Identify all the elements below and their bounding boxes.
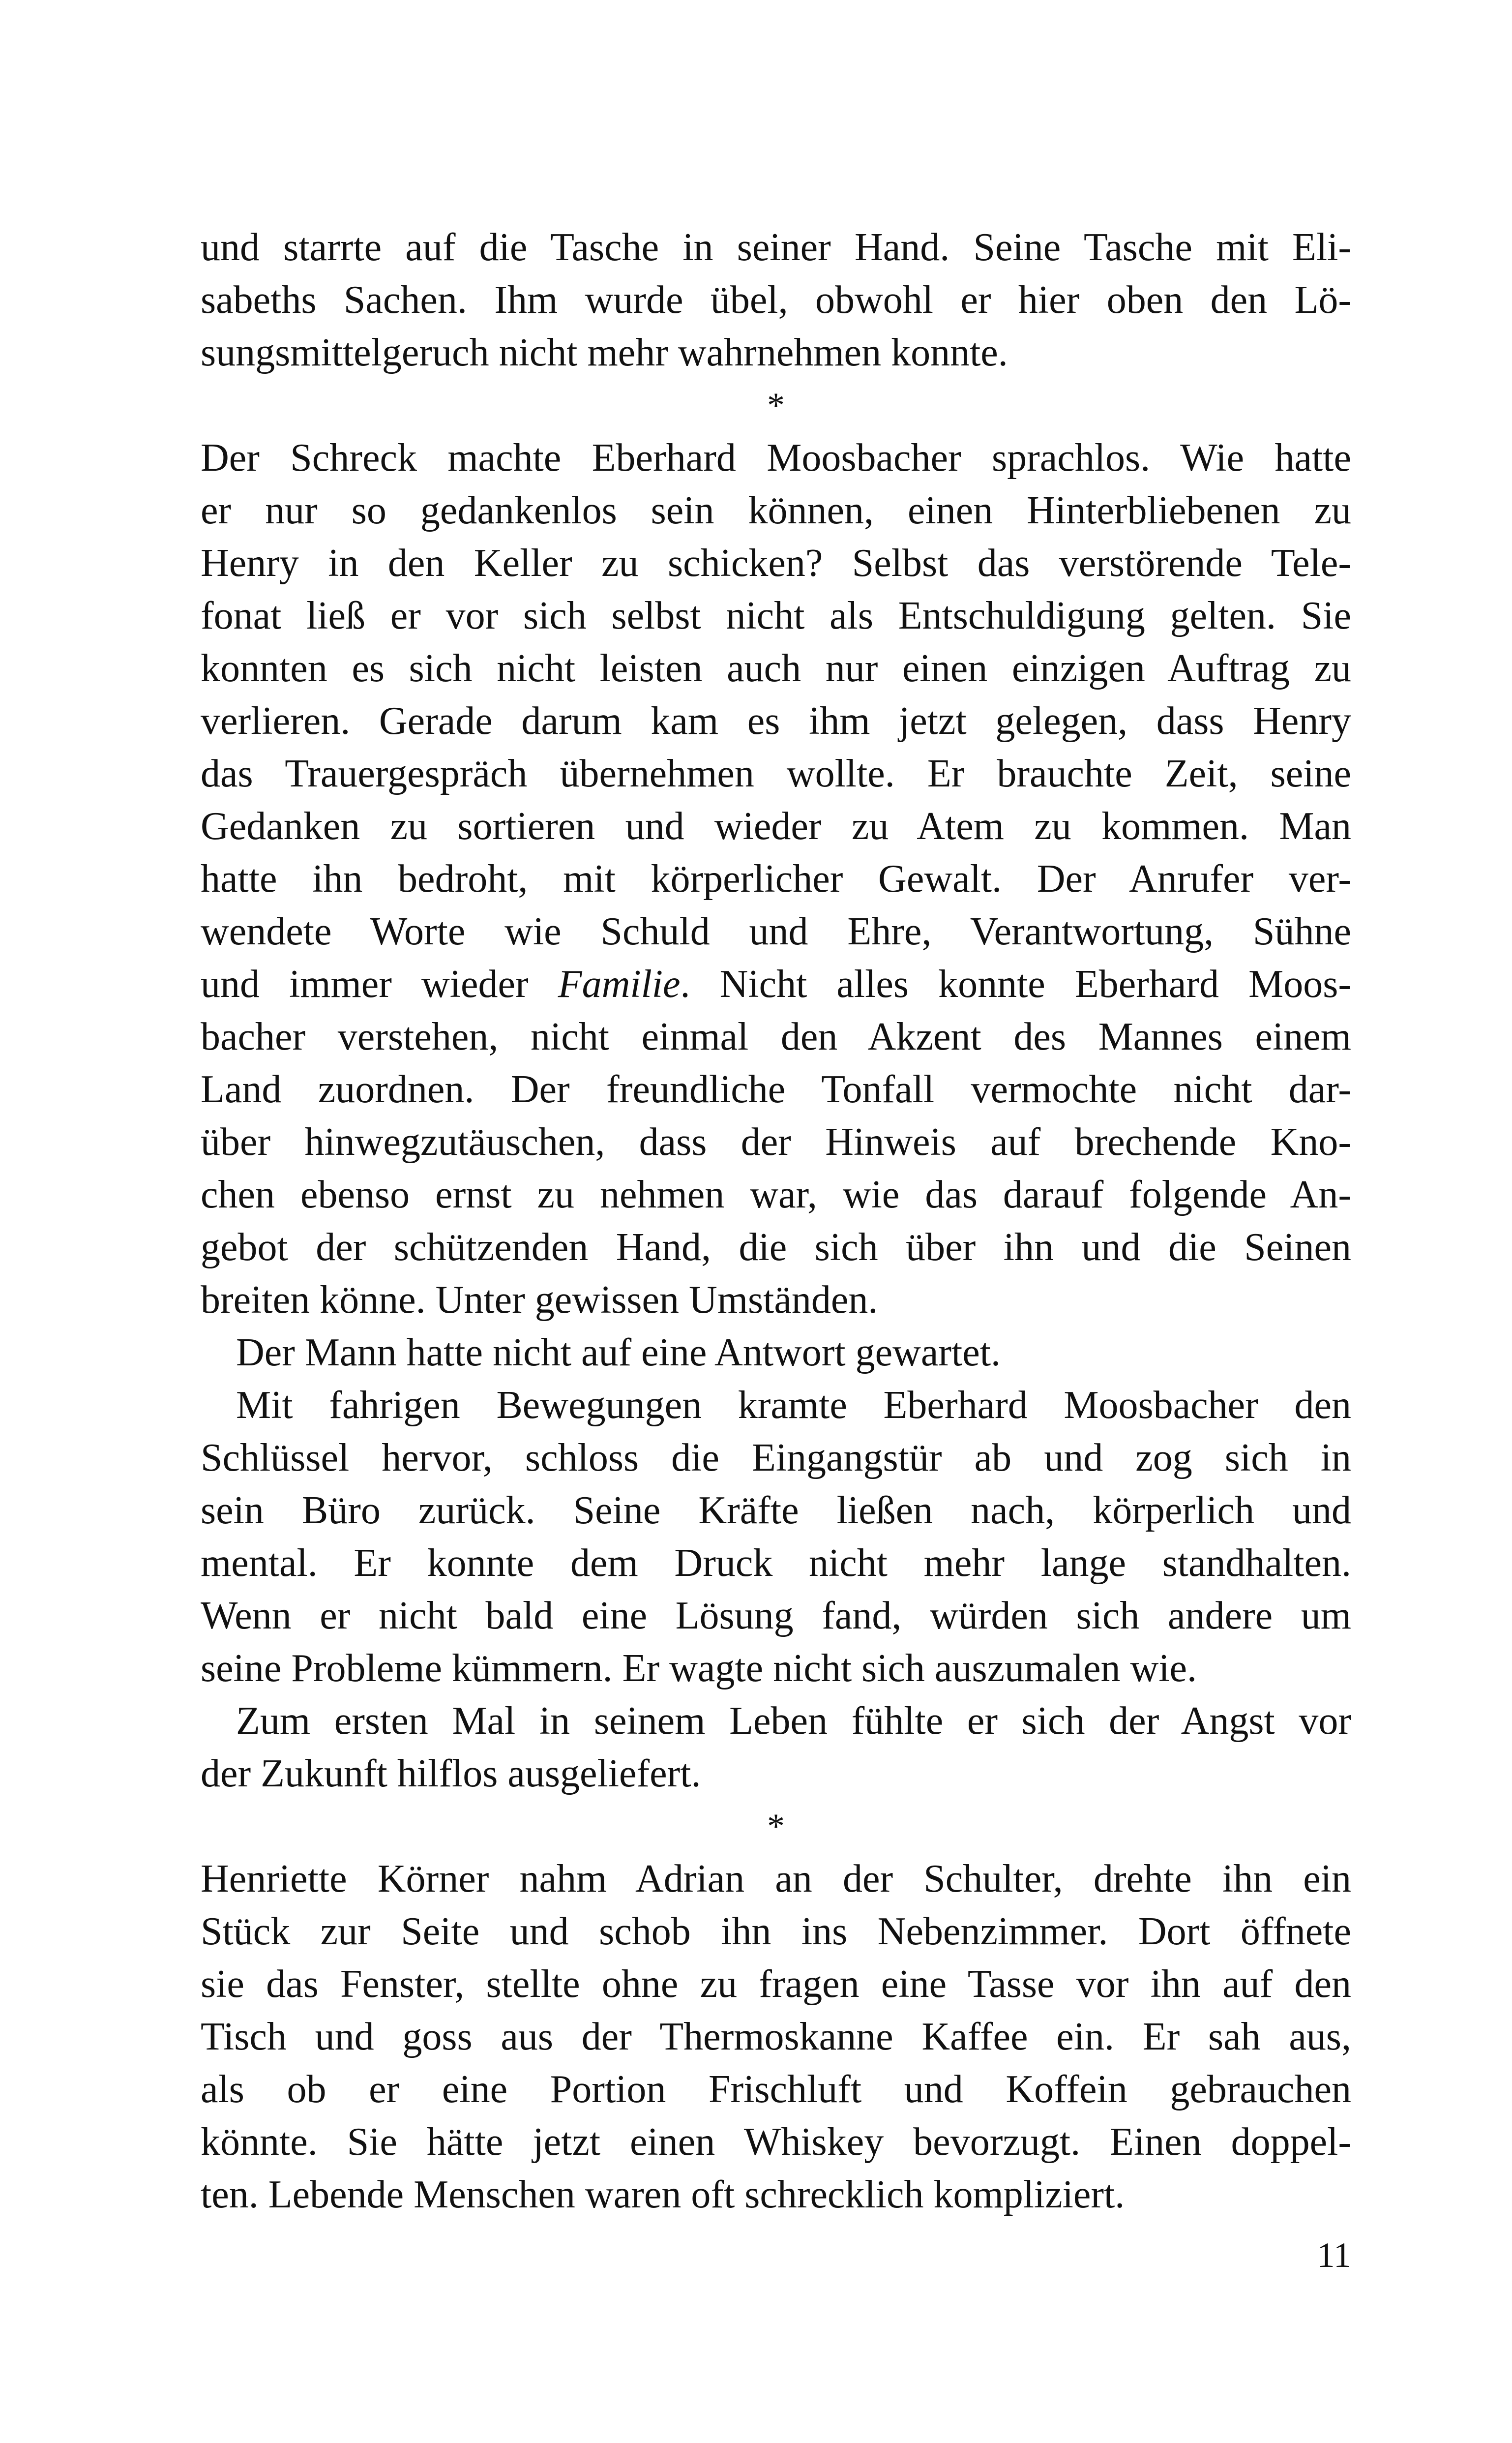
text-line: Der Mann hatte nicht auf eine Antwort gewartet. bbox=[236, 1331, 1001, 1374]
page-number: 11 bbox=[1317, 2235, 1351, 2275]
text-line: sein Büro zurück. Seine Kräfte ließen nach, körperlich und bbox=[201, 1489, 1351, 1532]
emphasized-word: Familie bbox=[558, 963, 681, 1006]
text-line: als ob er eine Portion Frischluft und Koffein gebrauchen bbox=[201, 2068, 1351, 2111]
text-line: breiten könne. Unter gewissen Umständen. bbox=[201, 1278, 878, 1322]
text-line: verlieren. Gerade darum kam es ihm jetzt gelegen, dass Henry bbox=[201, 699, 1351, 743]
text-line: chen ebenso ernst zu nehmen war, wie das darauf folgende An- bbox=[201, 1173, 1351, 1216]
text-line: fonat ließ er vor sich selbst nicht als Entschuldigung gelten. Sie bbox=[201, 594, 1351, 637]
text-line: das Trauergespräch übernehmen wollte. Er brauchte Zeit, seine bbox=[201, 752, 1351, 795]
section-break: * bbox=[767, 1807, 785, 1846]
text-line: Gedanken zu sortieren und wieder zu Atem zu kommen. Man bbox=[201, 805, 1351, 848]
text-line: Wenn er nicht bald eine Lösung fand, würden sich andere um bbox=[201, 1594, 1351, 1637]
text-line: Tisch und goss aus der Thermoskanne Kaffee ein. Er sah aus, bbox=[201, 2015, 1351, 2058]
text-line: Henriette Körner nahm Adrian an der Schulter, drehte ihn ein bbox=[201, 1857, 1351, 1900]
text-line: sie das Fenster, stellte ohne zu fragen eine Tasse vor ihn auf den bbox=[201, 1962, 1351, 2006]
text-line: sabeths Sachen. Ihm wurde übel, obwohl er hier oben den Lö- bbox=[201, 278, 1351, 322]
text-line: gebot der schützenden Hand, die sich über ihn und die Seinen bbox=[201, 1226, 1351, 1269]
text-line: Mit fahrigen Bewegungen kramte Eberhard Moosbacher den bbox=[236, 1384, 1351, 1427]
text-line: sungsmittelgeruch nicht mehr wahrnehmen konnte. bbox=[201, 331, 1008, 374]
section-break: * bbox=[767, 386, 785, 425]
text-line: konnten es sich nicht leisten auch nur einen einzigen Auftrag zu bbox=[201, 647, 1351, 690]
text-line: über hinwegzutäuschen, dass der Hinweis auf brechende Kno- bbox=[201, 1120, 1351, 1164]
text-line: Schlüssel hervor, schloss die Eingangstür ab und zog sich in bbox=[201, 1436, 1351, 1479]
text-line bbox=[201, 958, 1351, 1011]
text-line: wendete Worte wie Schuld und Ehre, Verantwortung, Sühne bbox=[201, 910, 1351, 953]
text-line: und starrte auf die Tasche in seiner Hand. Seine Tasche mit Eli- bbox=[201, 226, 1351, 269]
text-line: Henry in den Keller zu schicken? Selbst das verstörende Tele- bbox=[201, 542, 1351, 585]
text-line: er nur so gedankenlos sein können, einen Hinterbliebenen zu bbox=[201, 489, 1351, 532]
text-line: ten. Lebende Menschen waren oft schrecklich kompliziert. bbox=[201, 2173, 1125, 2216]
text-line: hatte ihn bedroht, mit körperlicher Gewalt. Der Anrufer ver- bbox=[201, 857, 1351, 901]
text-segment: und immer wieder bbox=[201, 963, 558, 1006]
text-line: Land zuordnen. Der freundliche Tonfall vermochte nicht dar- bbox=[201, 1068, 1351, 1111]
text-line: Zum ersten Mal in seinem Leben fühlte er sich der Angst vor bbox=[236, 1699, 1351, 1743]
text-line: Der Schreck machte Eberhard Moosbacher sprachlos. Wie hatte bbox=[201, 436, 1351, 480]
text-line: könnte. Sie hätte jetzt einen Whiskey bevorzugt. Einen doppel- bbox=[201, 2120, 1351, 2164]
text-line: mental. Er konnte dem Druck nicht mehr lange standhalten. bbox=[201, 1541, 1351, 1585]
text-segment: . Nicht alles konnte Eberhard Moos- bbox=[680, 963, 1352, 1006]
text-line: bacher verstehen, nicht einmal den Akzent des Mannes einem bbox=[201, 1015, 1351, 1058]
text-line: Stück zur Seite und schob ihn ins Nebenzimmer. Dort öffnete bbox=[201, 1910, 1351, 1953]
text-line: der Zukunft hilflos ausgeliefert. bbox=[201, 1752, 701, 1795]
body-text bbox=[201, 221, 1351, 2221]
text-line: seine Probleme kümmern. Er wagte nicht sich auszumalen wie. bbox=[201, 1647, 1197, 1690]
